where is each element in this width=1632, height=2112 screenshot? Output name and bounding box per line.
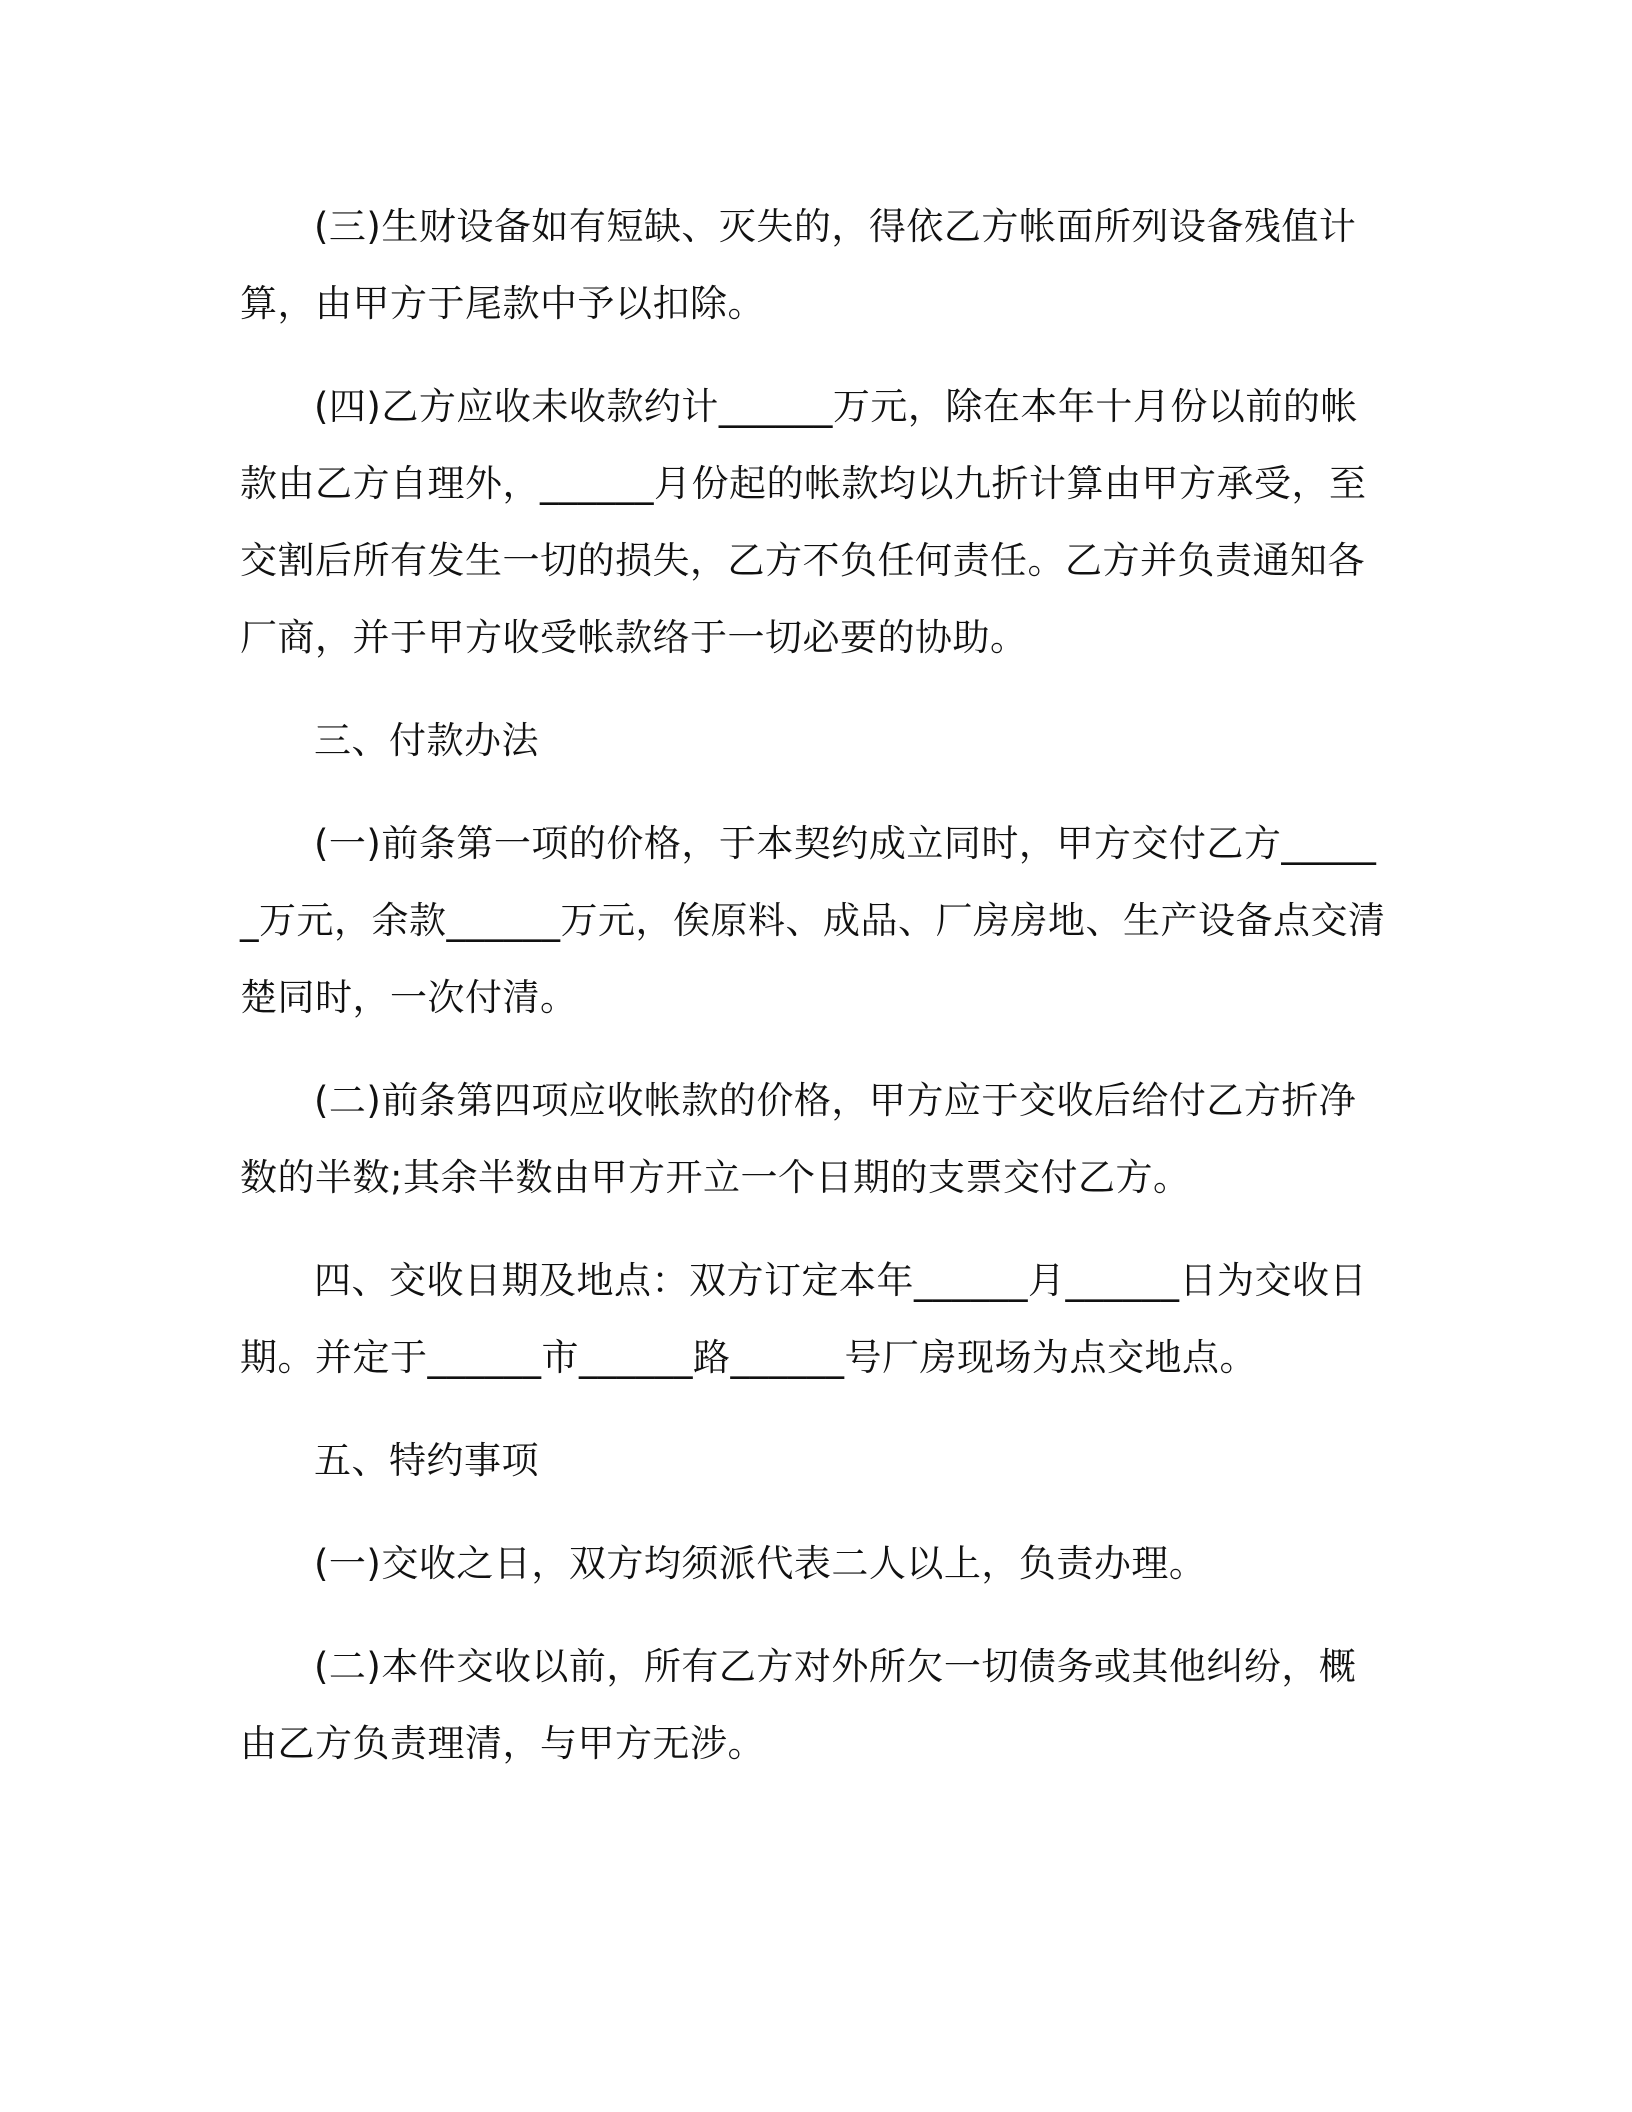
document-body (240, 188, 1388, 1808)
clause-3-equipment-shortage: (三)生财设备如有短缺、灭失的，得依乙方帐面所列设备残值计算，由甲方于尾款中予以扣除。 (240, 205, 1357, 325)
section-heading-special-terms: 五、特约事项 (314, 1439, 539, 1482)
special-terms-clause-1: (一)交收之日，双方均须派代表二人以上，负责办理。 (314, 1542, 1207, 1585)
special-terms-clause-2: (二)本件交收以前，所有乙方对外所欠一切债务或其他纠纷，概由乙方负责理清，与甲方无涉。 (240, 1645, 1357, 1765)
clause-4-receivables: (四)乙方应收未收款约计______万元，除在本年十月份以前的帐款由乙方自理外，______月份起的帐款均以九折计算由甲方承受，至交割后所有发生一切的损失，乙方不负任何责任。乙方并负责通知各厂商，并于甲方收受帐款络于一切必要的协助。 (240, 385, 1367, 659)
payment-clause-1: (一)前条第一项的价格，于本契约成立同时，甲方交付乙方______万元，余款______万元，俟原料、成品、厂房房地、生产设备点交清楚同时，一次付清。 (240, 822, 1386, 1019)
section-heading-payment: 三、付款办法 (314, 719, 539, 762)
payment-clause-2: (二)前条第四项应收帐款的价格，甲方应于交收后给付乙方折净数的半数;其余半数由甲方开立一个日期的支票交付乙方。 (240, 1079, 1357, 1199)
section-delivery-date-location: 四、交收日期及地点：双方订定本年______月______日为交收日期。并定于______市______路______号厂房现场为点交地点。 (240, 1259, 1367, 1379)
